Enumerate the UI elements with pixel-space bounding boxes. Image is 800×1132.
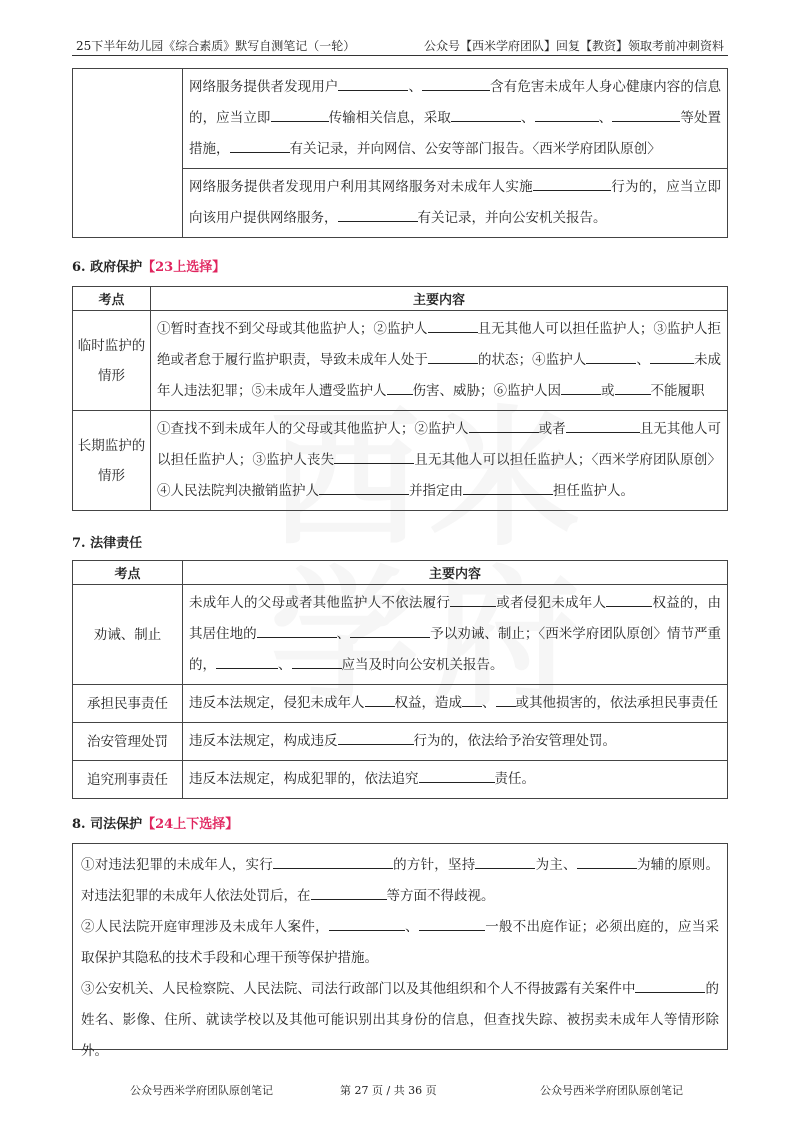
header-promo: 公众号【西米学府团队】回复【教资】领取考前冲刺资料 [423, 39, 724, 53]
topic-cell: 长期监护的情形 [73, 411, 151, 511]
paragraph-2: ②人民法院开庭审理涉及未成年人案件， 、 一般不出庭作证；必须出庭的，应当采取保护其隐私的技术手段和心理干预等保护措施。 [81, 919, 720, 966]
blank [606, 593, 652, 607]
empty-topic-cell [73, 69, 183, 238]
blank [350, 624, 430, 638]
section-8-title: 8. 司法保护【24上下选择】 [72, 817, 239, 832]
topic-cell: 治安管理处罚 [73, 723, 183, 761]
blank [561, 381, 601, 395]
blank [612, 108, 680, 122]
section-6-title: 6. 政府保护【23上选择】 [72, 260, 226, 275]
blank [533, 177, 611, 191]
blank [463, 481, 553, 495]
blank [216, 655, 278, 669]
content-cell: 未成年人的父母或者其他监护人不依法履行 或者侵犯未成年人 权益的，由其居住地的 、 予以劝诫、制止；〈西米学府团队原创〉情节严重的， 、 应当及时向公安机关报告。 [183, 585, 728, 685]
column-header-topic: 考点 [73, 287, 151, 311]
section-7-title: 7. 法律责任 [72, 536, 143, 551]
blank [387, 381, 413, 395]
blank [566, 419, 640, 433]
blank [462, 693, 482, 707]
blank [650, 350, 694, 364]
column-header-content: 主要内容 [151, 287, 728, 311]
blank [319, 481, 409, 495]
content-cell: 网络服务提供者发现用户利用其网络服务对未成年人实施 行为的，应当立即向该用户提供网络服务， 有关记录，并向公安机关报告。 [183, 169, 728, 238]
header-title: 25下半年幼儿园《综合素质》默写自测笔记（一轮） [76, 39, 356, 53]
content-cell: 违反本法规定，构成犯罪的，依法追究 责任。 [183, 761, 728, 799]
blank [271, 108, 329, 122]
content-cell: 网络服务提供者发现用户 、 含有危害未成年人身心健康内容的信息的，应当立即 传输相关信息，采取 、 、 等处置措施， 有关记录，并向网信、公安等部门报告。〈西米学府团队原创〉 [183, 69, 728, 169]
page-header [72, 34, 728, 56]
table-header-row [73, 561, 728, 585]
table-row [73, 69, 728, 169]
blank [451, 108, 521, 122]
footer-right: 公众号西米学府团队原创笔记 [540, 1084, 683, 1097]
blank [338, 77, 408, 91]
table-row [73, 585, 728, 685]
blank [334, 450, 414, 464]
table-header-row [73, 287, 728, 311]
blank [586, 350, 636, 364]
content-cell: ①暂时查找不到父母或其他监护人；②监护人 且无其他人可以担任监护人；③监护人拒绝或者怠于履行监护职责，导致未成年人处于 的状态；④监护人 、 未成年人违法犯罪；⑤未成年人遭受监护人 伤害、威胁；⑥监护人因 或 不能履职 [151, 311, 728, 411]
column-header-content: 主要内容 [183, 561, 728, 585]
exam-tag: 【23上选择】 [142, 260, 226, 275]
blank [419, 769, 495, 783]
paragraph-1: ①对违法犯罪的未成年人，实行 的方针，坚持 为主、 为辅的原则。对违法犯罪的未成年人依法处罚后，在 等方面不得歧视。 [81, 857, 720, 904]
blank [422, 77, 490, 91]
table-row [73, 311, 728, 411]
blank [329, 917, 405, 931]
blank [338, 731, 414, 745]
blank [311, 886, 387, 900]
blank [365, 693, 395, 707]
blank [292, 655, 342, 669]
blank [535, 108, 599, 122]
table-row [73, 723, 728, 761]
blank [273, 855, 393, 869]
blank [469, 419, 539, 433]
blank [635, 979, 705, 993]
blank [419, 917, 485, 931]
legal-responsibility-table [72, 560, 728, 799]
footer-left: 公众号西米学府团队原创笔记 [130, 1084, 273, 1097]
column-header-topic: 考点 [73, 561, 183, 585]
content-cell: ①查找不到未成年人的父母或其他监护人；②监护人 或者 且无其他人可以担任监护人；③监护人丧失 且无其他人可以担任监护人；〈西米学府团队原创〉④人民法院判决撤销监护人 并指定由 担任监护人。 [151, 411, 728, 511]
table-row [73, 761, 728, 799]
topic-cell: 追究刑事责任 [73, 761, 183, 799]
content-cell: 违反本法规定，侵犯未成年人 权益，造成 、 或其他损害的，依法承担民事责任 [183, 685, 728, 723]
content-cell: 违反本法规定，构成违反 行为的，依法给予治安管理处罚。 [183, 723, 728, 761]
blank [615, 381, 651, 395]
blank [428, 319, 478, 333]
blank [475, 855, 535, 869]
blank [496, 693, 516, 707]
blank [338, 208, 418, 222]
blank [230, 139, 290, 153]
topic-cell: 劝诫、制止 [73, 585, 183, 685]
network-protection-table [72, 68, 728, 238]
blank [577, 855, 637, 869]
paragraph-3: ③公安机关、人民检察院、人民法院、司法行政部门以及其他组织和个人不得披露有关案件中 的姓名、影像、住所、就读学校以及其他可能识别出其身份的信息，但查找失踪、被拐卖未成年人等情形除外。 [81, 981, 720, 1059]
topic-cell: 承担民事责任 [73, 685, 183, 723]
exam-tag: 【24上下选择】 [142, 817, 239, 832]
page-number: 第 27 页 / 共 36 页 [340, 1084, 437, 1097]
blank [428, 350, 478, 364]
table-row [73, 411, 728, 511]
table-row [73, 685, 728, 723]
judicial-protection-box [72, 843, 728, 1059]
blank [257, 624, 337, 638]
blank [450, 593, 496, 607]
topic-cell: 临时监护的情形 [73, 311, 151, 411]
government-protection-table [72, 286, 728, 511]
